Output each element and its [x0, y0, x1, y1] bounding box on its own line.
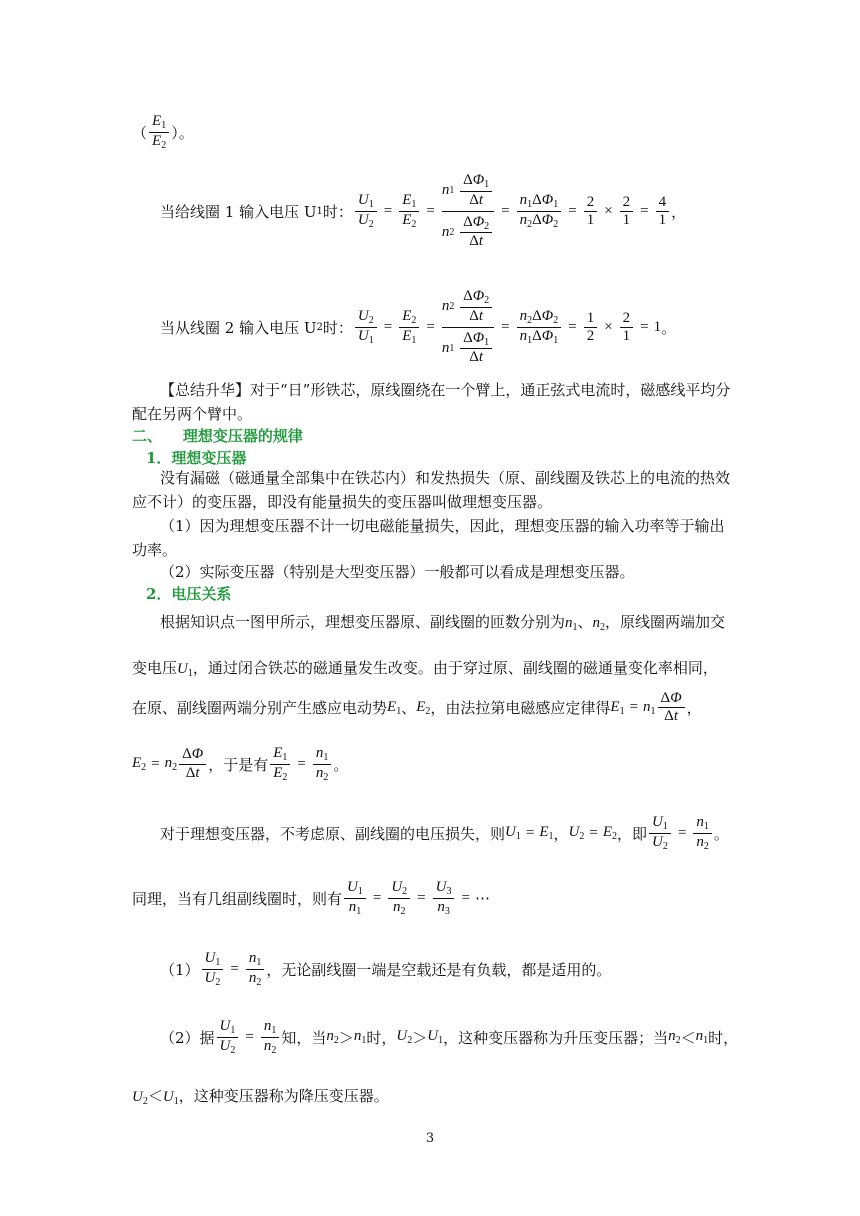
two-over-one-c: $\frac{2}{1}$	[620, 310, 634, 346]
paren-close: ）。	[171, 123, 194, 142]
text: ，由法拉第电磁感应定律得	[430, 699, 611, 718]
page-number: 3	[425, 1131, 435, 1146]
text: ，原线圈两端加交	[605, 613, 726, 631]
case2-equation: 当从线圈 2 输入电压 U 2 时： $\frac{U_2}{U_1}$ = $\frac{E_2}{E_1}$ = n 2 $\frac{\Delta\Phi_2}{\Delta t}$ n 1 $\frac{\Delta\Phi_1}{\Delta t}$ = $\frac{n_2\Delta\Phi_2}{n_1\Delta\Phi_1}$ = $\frac{1}{2}$ × $\frac{2}{1}$ = 1 。	[160, 288, 677, 366]
text: 知，当	[281, 1028, 327, 1047]
section2-heading	[132, 425, 303, 446]
n1-n2-fraction-2: $\frac{n_1}{n_2}$	[693, 814, 712, 852]
text: ，通过闭合铁芯的磁通量发生改变。由于穿过原、副线圈的磁通量变化率相同，	[192, 659, 718, 677]
subheading-voltage-relation: 2．电压关系	[146, 585, 232, 603]
text: 在原、副线圈两端分别产生感应电动势	[132, 699, 388, 718]
dphi-dt: $\frac{\Delta\Phi}{\Delta t}$	[658, 690, 685, 726]
case2-end: 。	[661, 318, 677, 337]
voltage-line-2: 变电压$U_1$，通过闭合铁芯的磁通量发生改变。由于穿过原、副线圈的磁通量变化率相同，	[132, 659, 718, 679]
case1-equation: 当给线圈 1 输入电压 U 1 时： $\frac{U_1}{U_2}$ = $\frac{E_1}{E_2}$ = n 1 $\frac{\Delta\Phi_1}{\Delta t}$ n 2 $\frac{\Delta\Phi_2}{\Delta t}$ = $\frac{n_1\Delta\Phi_1}{n_2\Delta\Phi_2}$ = $\frac{2}{1}$ × $\frac{2}{1}$ = $\frac{4}{1}$ ，	[160, 172, 687, 250]
text: 对于理想变压器，不考虑原、副线圈的电压损失，则	[160, 824, 506, 843]
text: 时，	[366, 1028, 397, 1047]
case1-sub: 1	[316, 205, 323, 217]
summary-label: 【总结升华】	[160, 381, 251, 399]
text: ，即	[617, 824, 648, 843]
e2-over-e1: $\frac{E_2}{E_1}$	[399, 308, 419, 346]
case2-lead: 当从线圈 2 输入电压 U	[160, 318, 317, 337]
e1-over-e2-fraction: $\frac{E_1}{E_2}$	[149, 113, 169, 151]
two-over-one-b: $\frac{2}{1}$	[620, 194, 634, 230]
paren-open: （	[132, 123, 148, 142]
section2-number: 二、	[132, 427, 163, 445]
text: 变电压	[132, 659, 178, 677]
case2-sub: 2	[316, 321, 323, 333]
u2-over-u1: $\frac{U_2}{U_1}$	[355, 308, 377, 346]
text: ，无论副线圈一端是空载还是有负载，都是适用的。	[266, 960, 612, 979]
text: ，于是有	[208, 755, 269, 774]
text: 。	[333, 755, 349, 774]
summary-text: 对于“日”形铁芯，原线圈绕在一个臂上，通正弦式电流时，磁感线平均分配在另两个臂中。	[132, 381, 731, 423]
u1-over-u2: $\frac{U_1}{U_2}$	[355, 192, 377, 230]
voltage-line-4: $E_2$ = $n_2$ $\frac{\Delta\Phi}{\Delta t}$ ，于是有 $\frac{E_1}{E_2}$ = $\frac{n_1}{n_2}$ 。	[132, 745, 349, 783]
flux-ratio-nested-fraction: n 1 $\frac{\Delta\Phi_1}{\Delta t}$ n 2 $\frac{\Delta\Phi_2}{\Delta t}$	[442, 172, 494, 251]
text: 同理，当有几组副线圈时，则有	[132, 889, 343, 908]
text: ，	[686, 699, 702, 718]
n-delta-phi-ratio-2: $\frac{n_2\Delta\Phi_2}{n_1\Delta\Phi_1}$	[517, 308, 562, 346]
list-item-1: （1） $\frac{U_1}{U_2}$ = $\frac{n_1}{n_2}$ ，无论副线圈一端是空载还是有负载，都是适用的。	[160, 950, 612, 988]
subheading-ideal-transformer: 1．理想变压器	[146, 449, 247, 467]
voltage-line-3: 在原、副线圈两端分别产生感应电动势 $E_1$ 、 $E_2$ ，由法拉第电磁感应定律得 $E_1$ = $n_1$ $\frac{\Delta\Phi}{\Delta t}$ ，	[132, 690, 702, 725]
summary-paragraph	[132, 378, 732, 426]
flux-ratio-nested-fraction-2: n 2 $\frac{\Delta\Phi_2}{\Delta t}$ n 1 $\frac{\Delta\Phi_1}{\Delta t}$	[442, 288, 494, 367]
case1-lead: 当给线圈 1 输入电压 U	[160, 202, 317, 221]
n1-n2-fraction: $\frac{n_1}{n_2}$	[313, 745, 332, 783]
list-item-2-cont: $U_2<U_1$，这种变压器称为降压变压器。	[132, 1087, 389, 1107]
case1-tail: 时：	[322, 202, 353, 221]
result-one: 1	[653, 318, 662, 335]
one-over-two: $\frac{1}{2}$	[584, 310, 598, 346]
e1-e2-fraction: $\frac{E_1}{E_2}$	[270, 745, 290, 783]
dphi-dt-2: $\frac{\Delta\Phi}{\Delta t}$	[179, 746, 206, 782]
four-over-one: $\frac{4}{1}$	[656, 194, 670, 230]
text: （1）	[160, 960, 200, 979]
text: （2）据	[160, 1028, 215, 1047]
text: 。	[713, 824, 729, 843]
list-item-2: （2）据 $\frac{U_1}{U_2}$ = $\frac{n_1}{n_2}$ 知，当 $n_2$ ＞ $n_1$ 时， $U_2$ ＞ $U_1$ ，这种变压器称为升压变压器；当 $n_2$ ＜ $n_1$ 时，	[160, 1018, 739, 1056]
n-delta-phi-ratio: $\frac{n_1\Delta\Phi_1}{n_2\Delta\Phi_2}$	[517, 192, 562, 230]
u1-u2-fraction: $\frac{U_1}{U_2}$	[649, 814, 671, 852]
section2-title: 理想变压器的规律	[182, 427, 303, 445]
definition-paragraph: 没有漏磁（磁通量全部集中在铁芯内）和发热损失（原、副线圈及铁芯上的电流的热效应不计）的变压器，即没有能量损失的变压器叫做理想变压器。	[132, 469, 731, 511]
text: 根据知识点一图甲所示，理想变压器原、副线圈的匝数分别为	[160, 613, 566, 631]
voltage-line-1: 根据知识点一图甲所示，理想变压器原、副线圈的匝数分别为$n_1$、$n_2$，原线圈两端加交	[160, 613, 726, 633]
text: ，	[553, 824, 569, 843]
voltage-line-5: 对于理想变压器，不考虑原、副线圈的电压损失，则 $U_1$ = $E_1$ ， $U_2$ = $E_2$ ，即 $\frac{U_1}{U_2}$ = $\frac{n_1}{n_2}$ 。	[160, 814, 729, 852]
voltage-line-6: 同理，当有几组副线圈时，则有 $\frac{U_1}{n_1}$ = $\frac{U_2}{n_2}$ = $\frac{U_3}{n_3}$ = ⋯	[132, 879, 490, 917]
text: ，这种变压器称为升压变压器；当	[443, 1028, 669, 1047]
e1-over-e2: $\frac{E_1}{E_2}$	[399, 192, 419, 230]
point2-paragraph: （2）实际变压器（特别是大型变压器）一般都可以看成是理想变压器。	[160, 563, 635, 581]
case1-end: ，	[671, 202, 687, 221]
top-ratio-line	[132, 113, 194, 151]
two-over-one-a: $\frac{2}{1}$	[584, 194, 598, 230]
point1-paragraph: （1）因为理想变压器不计一切电磁能量损失，因此，理想变压器的输入功率等于输出功率。	[132, 517, 725, 559]
text: 时，	[708, 1028, 739, 1047]
text: ，这种变压器称为降压变压器。	[178, 1087, 389, 1105]
case2-tail: 时：	[322, 318, 353, 337]
